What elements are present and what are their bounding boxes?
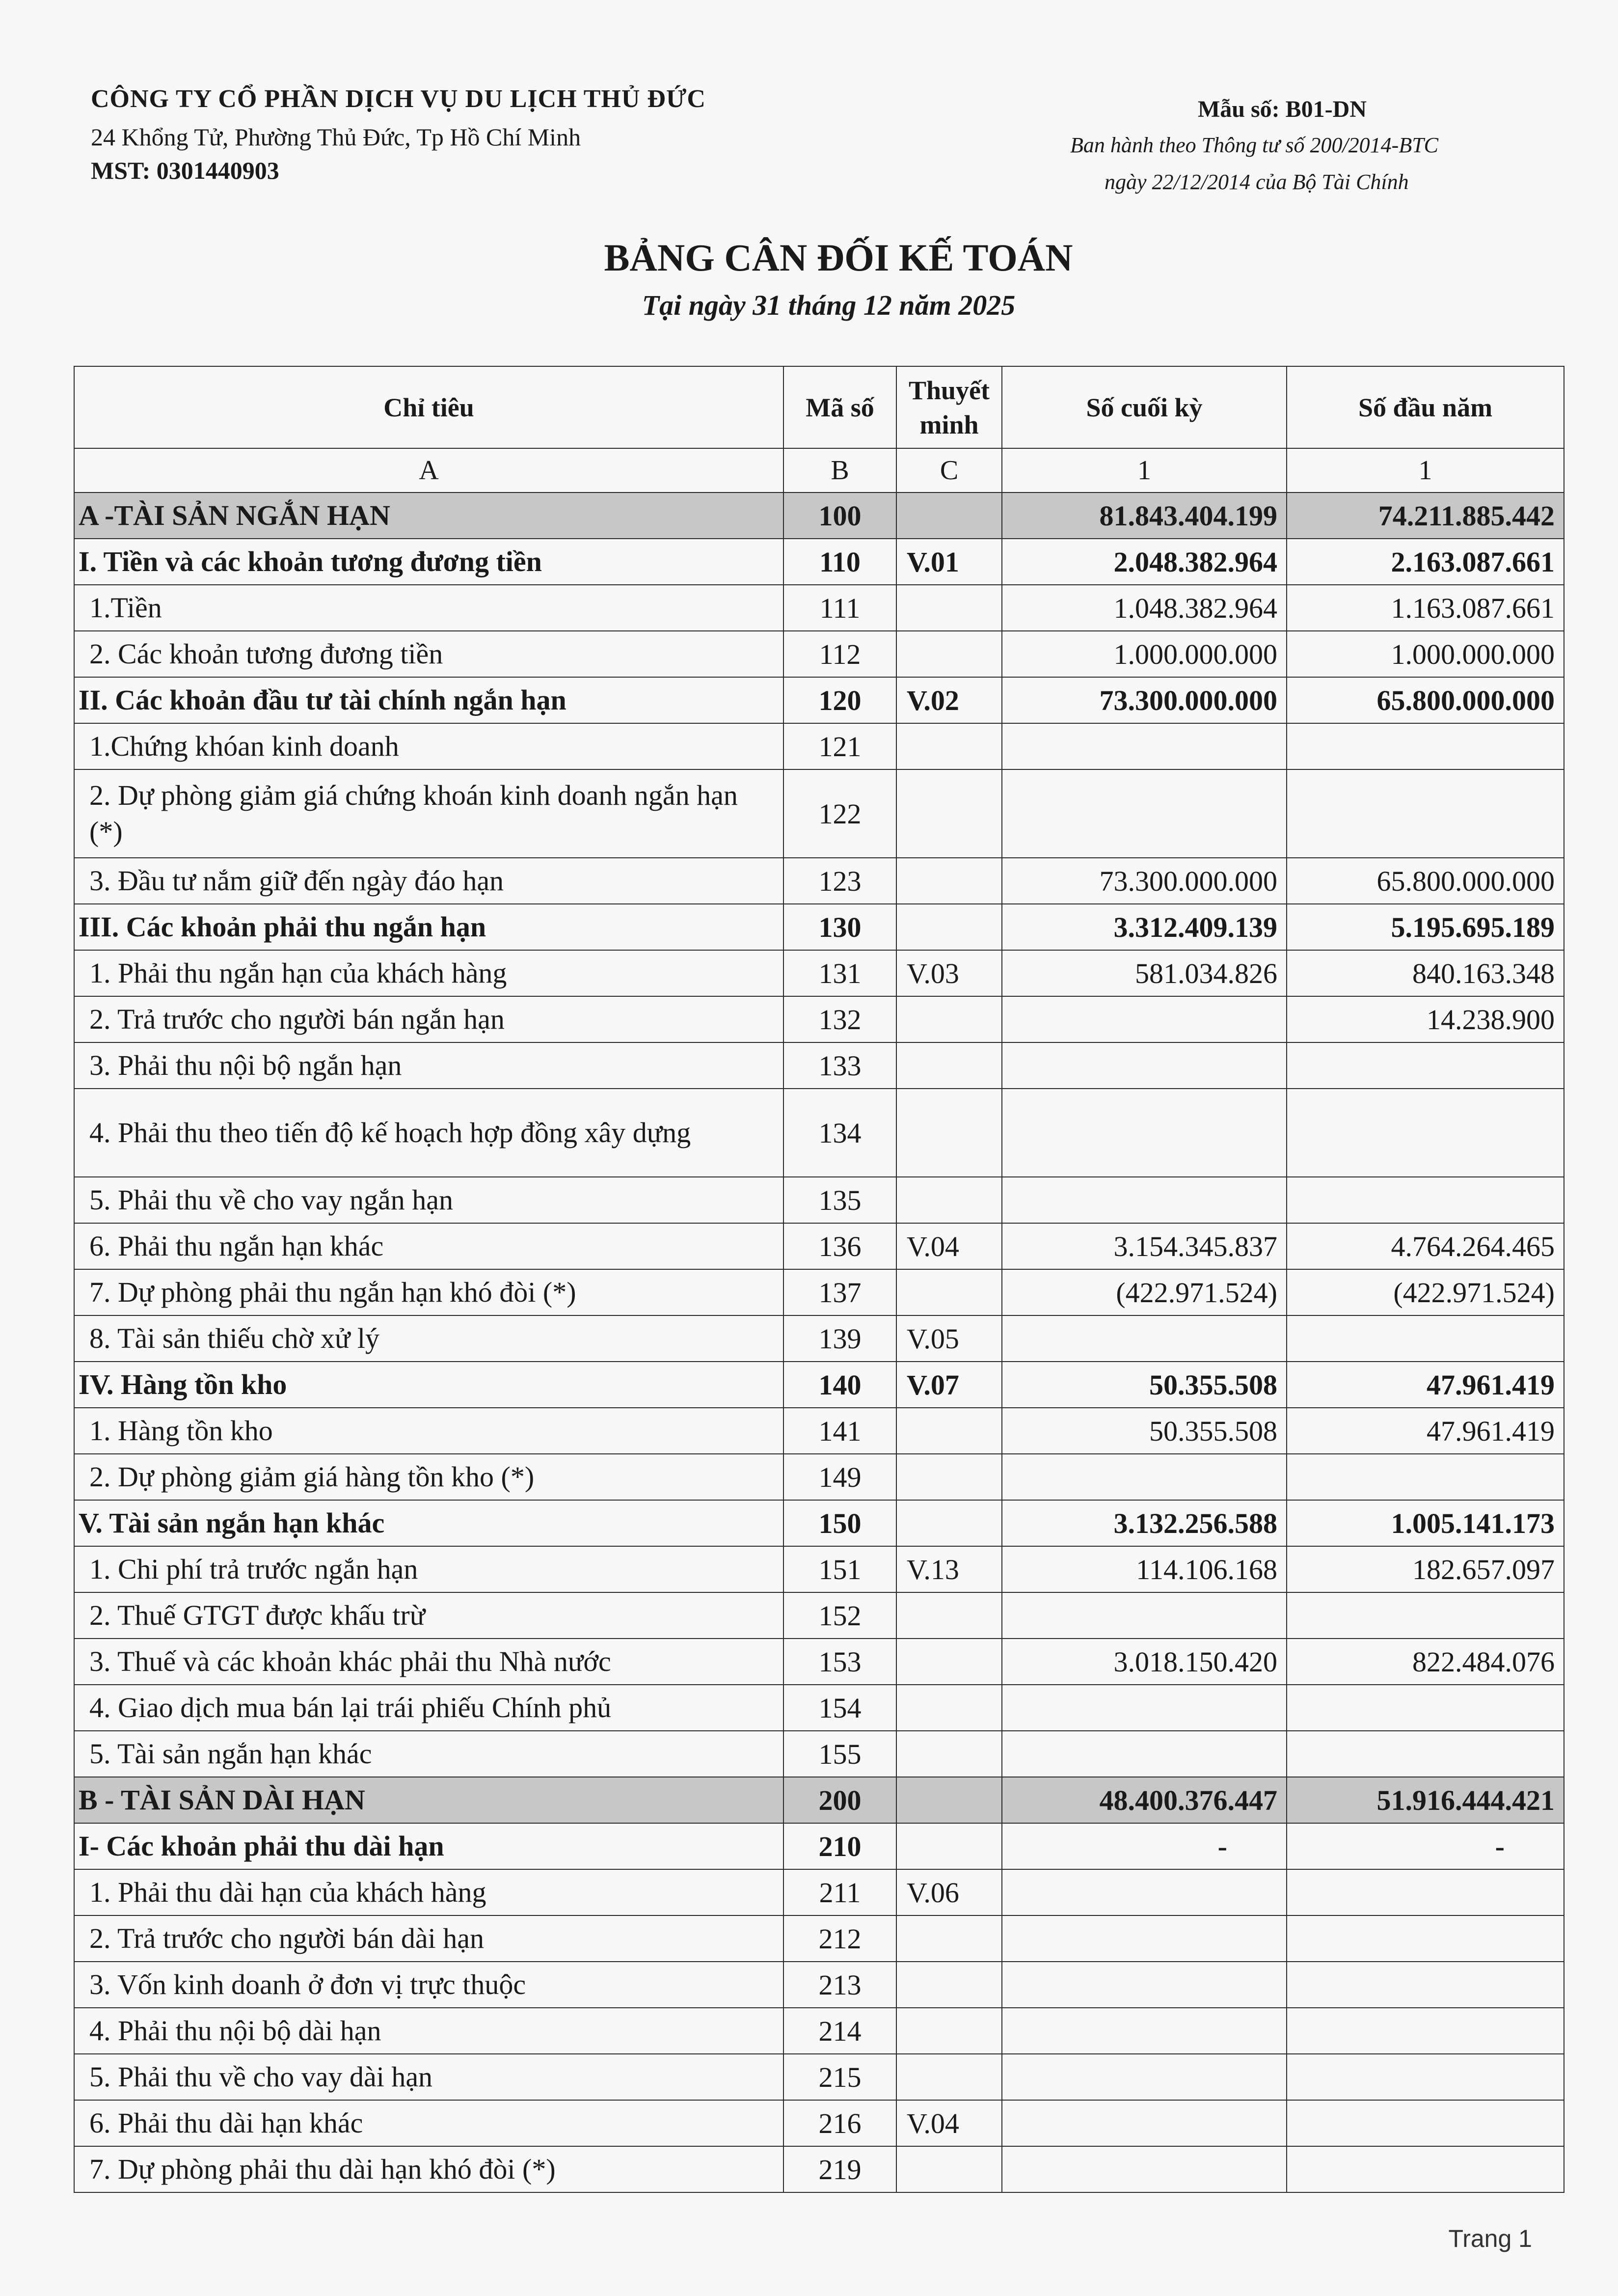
row-note: V.07: [896, 1362, 1002, 1408]
col-index-c: C: [896, 448, 1002, 492]
table-row: [74, 1362, 1564, 1408]
row-note: [896, 1685, 1002, 1731]
row-item-label: III. Các khoản phải thu ngắn hạn: [74, 904, 783, 950]
row-code: 149: [783, 1454, 896, 1500]
row-item-label: 2. Dự phòng giảm giá chứng khoán kinh doanh ngắn hạn (*): [74, 769, 783, 858]
table-row: [74, 539, 1564, 585]
row-start-value: [1287, 1962, 1564, 2008]
row-end-value: [1002, 1731, 1287, 1777]
row-item-label: 1.Tiền: [74, 585, 783, 631]
table-row: [74, 2054, 1564, 2100]
row-item-label: 5. Phải thu về cho vay ngắn hạn: [74, 1177, 783, 1223]
row-note: [896, 1042, 1002, 1089]
row-end-value: (422.971.524): [1002, 1269, 1287, 1315]
header-code: Mã số: [783, 366, 896, 448]
row-item-label: 7. Dự phòng phải thu dài hạn khó đòi (*): [74, 2146, 783, 2192]
row-item-label: 1. Chi phí trả trước ngắn hạn: [74, 1546, 783, 1592]
row-start-value: 47.961.419: [1287, 1408, 1564, 1454]
row-code: 122: [783, 769, 896, 858]
table-row: [74, 1962, 1564, 2008]
row-end-value: 81.843.404.199: [1002, 492, 1287, 539]
row-code: 215: [783, 2054, 896, 2100]
row-code: 130: [783, 904, 896, 950]
row-note: [896, 492, 1002, 539]
row-start-value: 2.163.087.661: [1287, 539, 1564, 585]
row-code: 121: [783, 723, 896, 769]
row-item-label: 2. Trả trước cho người bán dài hạn: [74, 1915, 783, 1962]
row-start-value: 65.800.000.000: [1287, 677, 1564, 723]
row-item-label: 7. Dự phòng phải thu ngắn hạn khó đòi (*): [74, 1269, 783, 1315]
row-code: 112: [783, 631, 896, 677]
row-code: 212: [783, 1915, 896, 1962]
company-address: 24 Khổng Tử, Phường Thủ Đức, Tp Hồ Chí Minh: [91, 123, 581, 151]
row-item-label: II. Các khoản đầu tư tài chính ngắn hạn: [74, 677, 783, 723]
header-note-line2: minh: [919, 410, 979, 439]
row-end-value: [1002, 1315, 1287, 1362]
row-end-value: [1002, 996, 1287, 1042]
row-item-label: IV. Hàng tồn kho: [74, 1362, 783, 1408]
row-start-value: [1287, 1592, 1564, 1639]
row-note: [896, 1962, 1002, 2008]
row-note: V.03: [896, 950, 1002, 996]
row-note: [896, 1731, 1002, 1777]
row-end-value: [1002, 2146, 1287, 2192]
document-title: BẢNG CÂN ĐỐI KẾ TOÁN: [604, 236, 1073, 279]
table-row: [74, 2008, 1564, 2054]
row-item-label: 8. Tài sản thiếu chờ xử lý: [74, 1315, 783, 1362]
row-item-label: I. Tiền và các khoản tương đương tiền: [74, 539, 783, 585]
row-item-label: 3. Đầu tư nắm giữ đến ngày đáo hạn: [74, 858, 783, 904]
row-end-value: -: [1002, 1823, 1287, 1869]
row-end-value: 2.048.382.964: [1002, 539, 1287, 585]
table-row: [74, 858, 1564, 904]
row-code: 137: [783, 1269, 896, 1315]
row-start-value: (422.971.524): [1287, 1269, 1564, 1315]
row-code: 135: [783, 1177, 896, 1223]
row-code: 154: [783, 1685, 896, 1731]
row-end-value: 50.355.508: [1002, 1408, 1287, 1454]
document-subtitle: Tại ngày 31 tháng 12 năm 2025: [642, 289, 1016, 321]
row-code: 123: [783, 858, 896, 904]
table-header-row: [74, 366, 1564, 448]
row-code: 219: [783, 2146, 896, 2192]
row-note: [896, 1592, 1002, 1639]
row-start-value: 14.238.900: [1287, 996, 1564, 1042]
header-start-year: Số đầu năm: [1287, 366, 1564, 448]
row-item-label: 1.Chứng khóan kinh doanh: [74, 723, 783, 769]
row-note: V.02: [896, 677, 1002, 723]
row-code: 200: [783, 1777, 896, 1823]
row-start-value: [1287, 769, 1564, 858]
row-item-label: B - TÀI SẢN DÀI HẠN: [74, 1777, 783, 1823]
table-row: [74, 1223, 1564, 1269]
row-code: 152: [783, 1592, 896, 1639]
row-note: [896, 1177, 1002, 1223]
row-start-value: [1287, 1869, 1564, 1915]
row-note: [896, 769, 1002, 858]
row-code: 216: [783, 2100, 896, 2146]
row-note: [896, 2054, 1002, 2100]
row-start-value: 182.657.097: [1287, 1546, 1564, 1592]
row-start-value: [1287, 1042, 1564, 1089]
row-start-value: 840.163.348: [1287, 950, 1564, 996]
row-note: V.05: [896, 1315, 1002, 1362]
row-code: 131: [783, 950, 896, 996]
row-note: V.01: [896, 539, 1002, 585]
row-code: 133: [783, 1042, 896, 1089]
header-item: Chỉ tiêu: [74, 366, 783, 448]
row-code: 150: [783, 1500, 896, 1546]
row-start-value: 74.211.885.442: [1287, 492, 1564, 539]
table-row: [74, 585, 1564, 631]
form-regulation-ref: Ban hành theo Thông tư số 200/2014-BTC: [1070, 133, 1439, 157]
row-item-label: 3. Thuế và các khoản khác phải thu Nhà nước: [74, 1639, 783, 1685]
row-start-value: 47.961.419: [1287, 1362, 1564, 1408]
row-note: [896, 1408, 1002, 1454]
row-item-label: 4. Giao dịch mua bán lại trái phiếu Chính phủ: [74, 1685, 783, 1731]
row-end-value: 48.400.376.447: [1002, 1777, 1287, 1823]
table-row: [74, 1315, 1564, 1362]
row-code: 132: [783, 996, 896, 1042]
col-index-b: B: [783, 448, 896, 492]
table-row: [74, 1177, 1564, 1223]
row-end-value: [1002, 1042, 1287, 1089]
header-note-line1: Thuyết: [908, 375, 990, 405]
row-item-label: V. Tài sản ngắn hạn khác: [74, 1500, 783, 1546]
form-regulation-date: ngày 22/12/2014 của Bộ Tài Chính: [1105, 170, 1409, 194]
row-code: 110: [783, 539, 896, 585]
row-note: V.06: [896, 1869, 1002, 1915]
row-end-value: [1002, 1962, 1287, 2008]
row-end-value: [1002, 1869, 1287, 1915]
table-row: [74, 1777, 1564, 1823]
header-note: [896, 366, 1002, 448]
row-code: 140: [783, 1362, 896, 1408]
row-note: [896, 2008, 1002, 2054]
row-start-value: [1287, 723, 1564, 769]
row-item-label: 1. Phải thu dài hạn của khách hàng: [74, 1869, 783, 1915]
table-row: [74, 1269, 1564, 1315]
row-end-value: [1002, 1915, 1287, 1962]
row-note: [896, 1269, 1002, 1315]
row-code: 120: [783, 677, 896, 723]
row-code: 211: [783, 1869, 896, 1915]
col-index-1b: 1: [1287, 448, 1564, 492]
row-end-value: 1.000.000.000: [1002, 631, 1287, 677]
row-start-value: [1287, 2008, 1564, 2054]
balance-sheet-table: [74, 366, 1564, 2193]
row-end-value: [1002, 1089, 1287, 1177]
row-start-value: 1.163.087.661: [1287, 585, 1564, 631]
table-row: [74, 1685, 1564, 1731]
row-start-value: 65.800.000.000: [1287, 858, 1564, 904]
company-tax-code: MST: 0301440903: [91, 157, 279, 184]
row-end-value: [1002, 2008, 1287, 2054]
row-item-label: 3. Vốn kinh doanh ở đơn vị trực thuộc: [74, 1962, 783, 2008]
row-note: V.04: [896, 2100, 1002, 2146]
row-end-value: [1002, 1454, 1287, 1500]
row-code: 213: [783, 1962, 896, 2008]
table-row: [74, 492, 1564, 539]
table-row: [74, 1915, 1564, 1962]
table-row: [74, 1042, 1564, 1089]
col-index-1: 1: [1002, 448, 1287, 492]
row-note: [896, 904, 1002, 950]
row-start-value: [1287, 2146, 1564, 2192]
row-code: 139: [783, 1315, 896, 1362]
row-note: [896, 723, 1002, 769]
row-item-label: 5. Tài sản ngắn hạn khác: [74, 1731, 783, 1777]
table-row: [74, 904, 1564, 950]
row-code: 141: [783, 1408, 896, 1454]
row-start-value: 4.764.264.465: [1287, 1223, 1564, 1269]
table-row: [74, 1454, 1564, 1500]
row-end-value: 73.300.000.000: [1002, 677, 1287, 723]
table-row: [74, 631, 1564, 677]
row-end-value: 114.106.168: [1002, 1546, 1287, 1592]
row-note: V.13: [896, 1546, 1002, 1592]
row-note: [896, 1823, 1002, 1869]
column-index-row: [74, 448, 1564, 492]
row-code: 100: [783, 492, 896, 539]
row-end-value: 73.300.000.000: [1002, 858, 1287, 904]
row-end-value: [1002, 1685, 1287, 1731]
table-row: [74, 769, 1564, 858]
row-start-value: 51.916.444.421: [1287, 1777, 1564, 1823]
row-start-value: [1287, 1177, 1564, 1223]
row-end-value: [1002, 1177, 1287, 1223]
row-start-value: [1287, 1915, 1564, 1962]
table-row: [74, 2100, 1564, 2146]
table-row: [74, 1731, 1564, 1777]
row-end-value: [1002, 769, 1287, 858]
row-end-value: [1002, 2100, 1287, 2146]
row-end-value: 3.018.150.420: [1002, 1639, 1287, 1685]
row-item-label: 4. Phải thu theo tiến độ kế hoạch hợp đồng xây dựng: [74, 1089, 783, 1177]
row-item-label: 4. Phải thu nội bộ dài hạn: [74, 2008, 783, 2054]
row-note: [896, 996, 1002, 1042]
row-code: 151: [783, 1546, 896, 1592]
row-end-value: [1002, 2054, 1287, 2100]
row-code: 134: [783, 1089, 896, 1177]
row-end-value: 3.132.256.588: [1002, 1500, 1287, 1546]
form-number: Mẫu số: B01-DN: [1198, 96, 1367, 122]
page-number: Trang 1: [1448, 2225, 1532, 2252]
table-row: [74, 1089, 1564, 1177]
row-item-label: 1. Hàng tồn kho: [74, 1408, 783, 1454]
row-end-value: 3.154.345.837: [1002, 1223, 1287, 1269]
row-end-value: 581.034.826: [1002, 950, 1287, 996]
row-note: [896, 1089, 1002, 1177]
row-code: 136: [783, 1223, 896, 1269]
row-item-label: 2. Các khoản tương đương tiền: [74, 631, 783, 677]
row-note: [896, 1500, 1002, 1546]
table-row: [74, 1639, 1564, 1685]
header-end-period: Số cuối kỳ: [1002, 366, 1287, 448]
row-start-value: [1287, 1089, 1564, 1177]
row-item-label: 2. Dự phòng giảm giá hàng tồn kho (*): [74, 1454, 783, 1500]
row-item-label: 5. Phải thu về cho vay dài hạn: [74, 2054, 783, 2100]
table-row: [74, 950, 1564, 996]
table-row: [74, 677, 1564, 723]
company-name: CÔNG TY CỔ PHẦN DỊCH VỤ DU LỊCH THỦ ĐỨC: [91, 85, 706, 113]
row-code: 214: [783, 2008, 896, 2054]
table-row: [74, 723, 1564, 769]
row-code: 155: [783, 1731, 896, 1777]
row-item-label: 6. Phải thu ngắn hạn khác: [74, 1223, 783, 1269]
table-body: [74, 492, 1564, 2192]
row-start-value: 1.000.000.000: [1287, 631, 1564, 677]
row-note: [896, 858, 1002, 904]
table-row: [74, 1546, 1564, 1592]
table-row: [74, 1500, 1564, 1546]
row-start-value: 5.195.695.189: [1287, 904, 1564, 950]
row-note: [896, 1454, 1002, 1500]
row-start-value: [1287, 1454, 1564, 1500]
row-end-value: 1.048.382.964: [1002, 585, 1287, 631]
row-code: 153: [783, 1639, 896, 1685]
row-start-value: 822.484.076: [1287, 1639, 1564, 1685]
table-row: [74, 996, 1564, 1042]
row-note: [896, 1915, 1002, 1962]
row-note: [896, 1639, 1002, 1685]
row-end-value: 3.312.409.139: [1002, 904, 1287, 950]
row-item-label: 3. Phải thu nội bộ ngắn hạn: [74, 1042, 783, 1089]
row-code: 210: [783, 1823, 896, 1869]
row-item-label: 2. Thuế GTGT được khấu trừ: [74, 1592, 783, 1639]
row-end-value: 50.355.508: [1002, 1362, 1287, 1408]
row-start-value: [1287, 1315, 1564, 1362]
table-row: [74, 1823, 1564, 1869]
row-note: [896, 1777, 1002, 1823]
row-start-value: 1.005.141.173: [1287, 1500, 1564, 1546]
row-start-value: [1287, 1731, 1564, 1777]
row-note: [896, 631, 1002, 677]
row-item-label: I- Các khoản phải thu dài hạn: [74, 1823, 783, 1869]
row-start-value: [1287, 2100, 1564, 2146]
table-row: [74, 1408, 1564, 1454]
row-end-value: [1002, 1592, 1287, 1639]
row-note: [896, 585, 1002, 631]
col-index-a: A: [74, 448, 783, 492]
row-code: 111: [783, 585, 896, 631]
row-item-label: 6. Phải thu dài hạn khác: [74, 2100, 783, 2146]
table-row: [74, 1869, 1564, 1915]
row-start-value: -: [1287, 1823, 1564, 1869]
row-end-value: [1002, 723, 1287, 769]
row-start-value: [1287, 2054, 1564, 2100]
row-note: [896, 2146, 1002, 2192]
row-item-label: 2. Trả trước cho người bán ngắn hạn: [74, 996, 783, 1042]
row-start-value: [1287, 1685, 1564, 1731]
row-note: V.04: [896, 1223, 1002, 1269]
row-item-label: 1. Phải thu ngắn hạn của khách hàng: [74, 950, 783, 996]
table-row: [74, 1592, 1564, 1639]
table-row: [74, 2146, 1564, 2192]
row-item-label: A -TÀI SẢN NGẮN HẠN: [74, 492, 783, 539]
